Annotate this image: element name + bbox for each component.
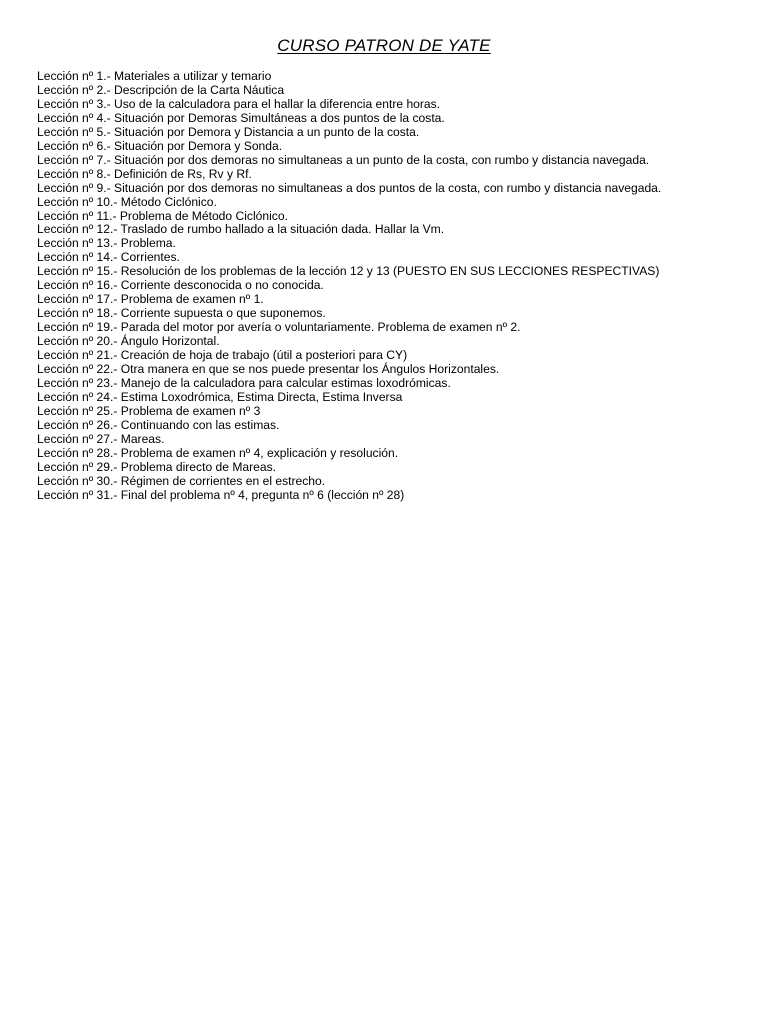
lesson-item: Lección nº 10.- Método Ciclónico. [37,194,217,209]
lesson-item: Lección nº 31.- Final del problema nº 4, pregunta nº 6 (lección nº 28) [37,487,405,502]
lesson-item: Lección nº 5.- Situación por Demora y Distancia a un punto de la costa. [37,124,420,139]
lesson-item: Lección nº 17.- Problema de examen nº 1. [37,292,264,307]
lesson-item: Lección nº 28.- Problema de examen nº 4, explicación y resolución. [37,445,399,460]
lesson-item: Lección nº 4.- Situación por Demoras Simultáneas a dos puntos de la costa. [37,110,445,125]
lesson-item: Lección nº 6.- Situación por Demora y Sonda. [37,138,283,153]
lesson-item: Lección nº 3.- Uso de la calculadora para el hallar la diferencia entre horas. [37,96,441,111]
lesson-item: Lección nº 24.- Estima Loxodrómica, Estima Directa, Estima Inversa [37,389,403,404]
lesson-item: Lección nº 29.- Problema directo de Mareas. [37,459,277,474]
lesson-list [37,70,757,503]
lesson-item: Lección nº 19.- Parada del motor por avería o voluntariamente. Problema de examen nº 2. [37,320,521,335]
lesson-item: Lección nº 22.- Otra manera en que se nos puede presentar los Ángulos Horizontales. [37,362,500,377]
lesson-item: Lección nº 30.- Régimen de corrientes en el estrecho. [37,473,326,488]
lesson-item: Lección nº 16.- Corriente desconocida o no conocida. [37,278,324,293]
lesson-item: Lección nº 23.- Manejo de la calculadora para calcular estimas loxodrómicas. [37,375,451,390]
lesson-item: Lección nº 15.- Resolución de los problemas de la lección 12 y 13 (PUESTO EN SUS LECCIONES RESPECTIVAS) [37,264,660,279]
lesson-item: Lección nº 7.- Situación por dos demoras no simultaneas a un punto de la costa, con rumbo y distancia navegada. [37,152,650,167]
lesson-item: Lección nº 9.- Situación por dos demoras no simultaneas a dos puntos de la costa, con rumbo y distancia navegada. [37,180,662,195]
lesson-item: Lección nº 11.- Problema de Método Ciclónico. [37,208,288,223]
lesson-item: Lección nº 21.- Creación de hoja de trabajo (útil a posteriori para CY) [37,348,408,363]
lesson-item: Lección nº 8.- Definición de Rs, Rv y Rf. [37,166,252,181]
lesson-item: Lección nº 2.- Descripción de la Carta Náutica [37,82,285,97]
lesson-item: Lección nº 26.- Continuando con las estimas. [37,417,280,432]
document-title: CURSO PATRON DE YATE [277,36,491,55]
lesson-item: Lección nº 14.- Corrientes. [37,250,180,265]
lesson-item: Lección nº 20.- Ángulo Horizontal. [37,334,220,349]
lesson-item: Lección nº 1.- Materiales a utilizar y temario [37,69,272,83]
lesson-item: Lección nº 13.- Problema. [37,236,176,251]
lesson-item: Lección nº 12.- Traslado de rumbo hallado a la situación dada. Hallar la Vm. [37,222,445,237]
lesson-item: Lección nº 27.- Mareas. [37,431,165,446]
lesson-item: Lección nº 25.- Problema de examen nº 3 [37,403,261,418]
lesson-item: Lección nº 18.- Corriente supuesta o que suponemos. [37,306,326,321]
